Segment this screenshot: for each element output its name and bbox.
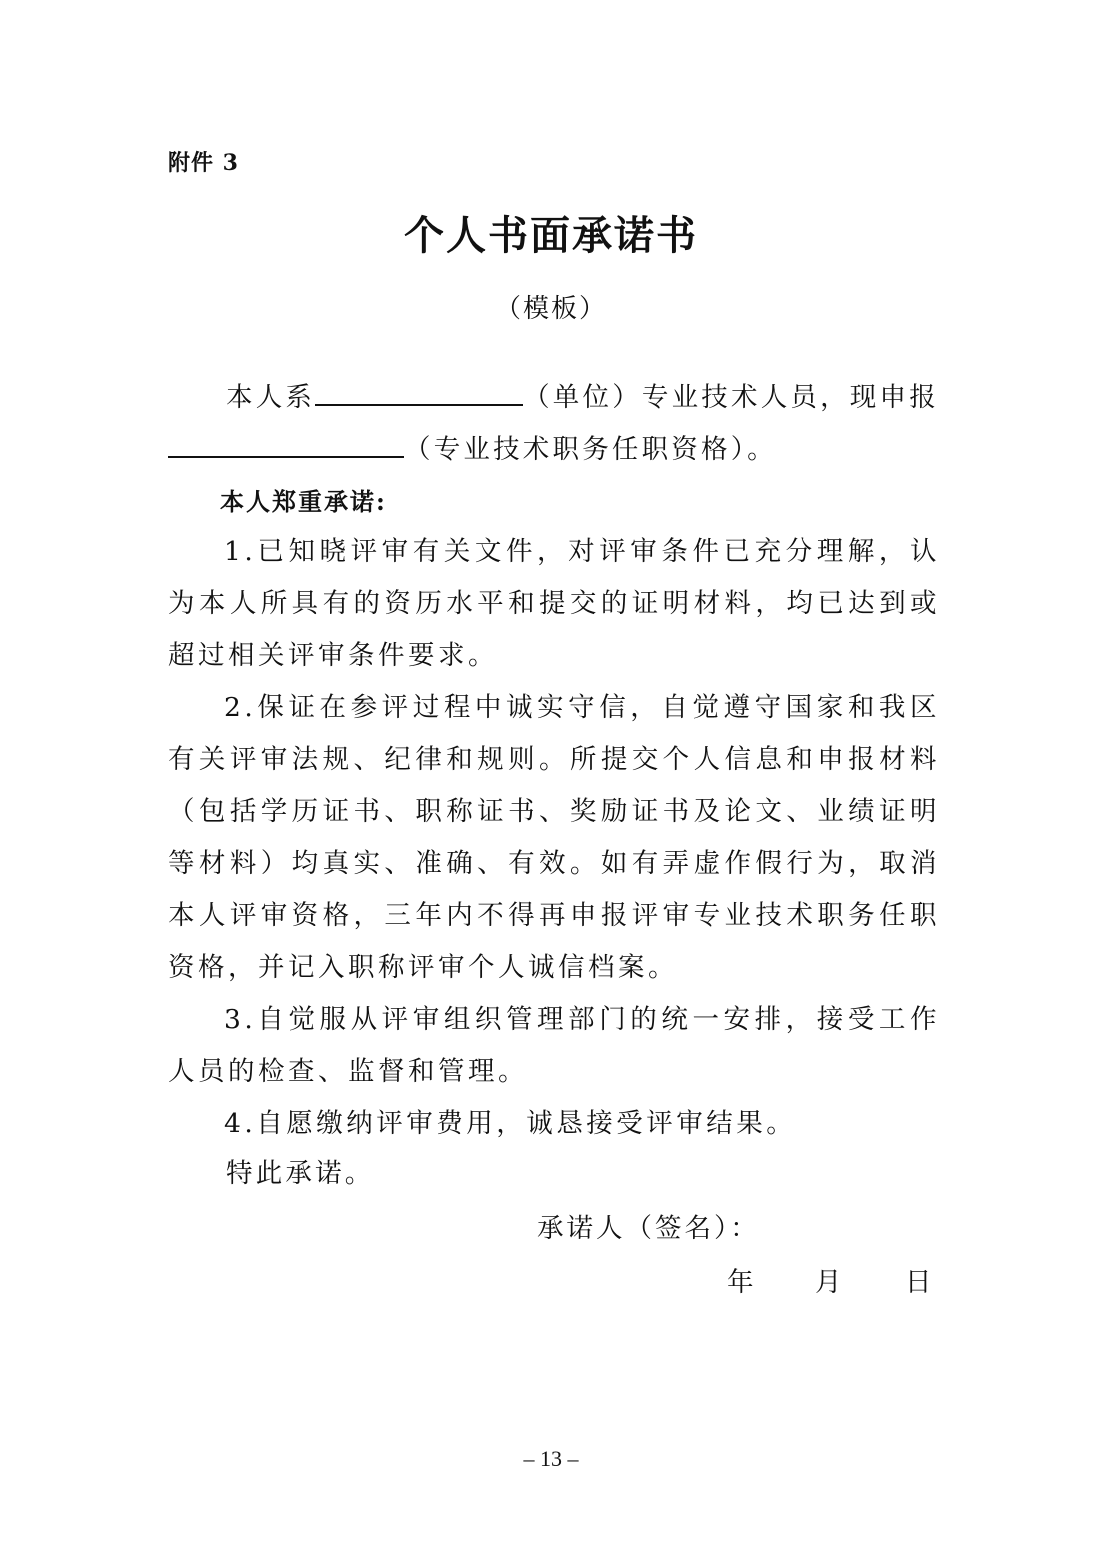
clause-3: 3.自觉服从评审组织管理部门的统一安排，接受工作人员的检查、监督和管理。 xyxy=(168,1004,940,1087)
intro-line-1 xyxy=(226,378,939,416)
attachment-label: 附件 3 xyxy=(168,150,239,176)
date-month: 月 xyxy=(815,1267,842,1298)
document-title: 个人书面承诺书 xyxy=(404,212,698,259)
date-year: 年 xyxy=(727,1267,754,1298)
intro-line-2 xyxy=(168,430,777,468)
document-subtitle: （模板） xyxy=(494,294,607,324)
pledge-heading: 本人郑重承诺: xyxy=(220,487,387,516)
unit-blank xyxy=(315,378,523,406)
clause-2: 2.保证在参评过程中诚实守信，自觉遵守国家和我区有关评审法规、纪律和规则。所提交个人信息和申报材料（包括学历证书、职称证书、奖励证书及论文、业绩证明等材料）均真实、准确、有效。如有弄虚作假行为，取消本人评审资格，三年内不得再申报评审专业技术职务任职资格，并记入职称评审个人诚信档案。 xyxy=(168,692,940,983)
clause-1: 1.已知晓评审有关文件，对评审条件已充分理解，认为本人所具有的资历水平和提交的证明材料，均已达到或超过相关评审条件要求。 xyxy=(168,536,940,671)
closing-text: 特此承诺。 xyxy=(226,1158,375,1189)
qualification-blank xyxy=(168,430,404,458)
clause-4: 4.自愿缴纳评审费用，诚恳接受评审结果。 xyxy=(224,1108,797,1139)
intro-unit-suffix: （单位）专业技术人员，现申报 xyxy=(523,382,939,413)
signer-label: 承诺人（签名）： xyxy=(537,1213,760,1244)
intro-prefix: 本人系 xyxy=(226,382,316,413)
intro-qualification-suffix: （专业技术职务任职资格）。 xyxy=(404,434,777,465)
page-number: – 13 – xyxy=(523,1446,579,1471)
date-day: 日 xyxy=(905,1267,932,1298)
